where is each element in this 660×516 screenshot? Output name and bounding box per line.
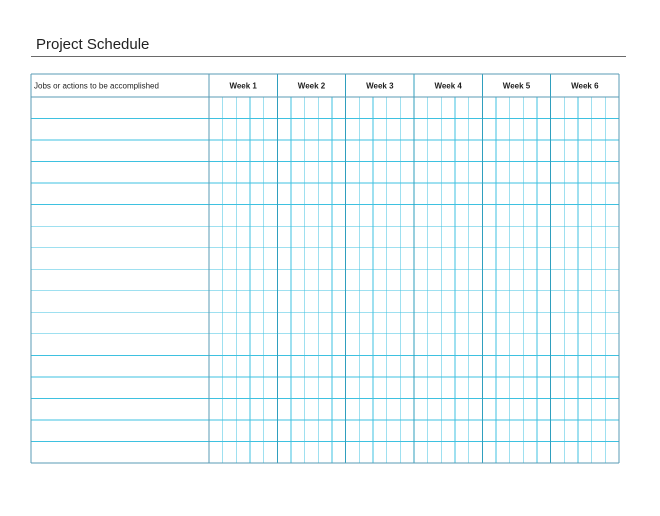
table-row[interactable] (31, 205, 619, 227)
table-row[interactable] (31, 140, 619, 162)
week-header-1: Week 1 (229, 81, 257, 91)
table-row[interactable] (31, 312, 619, 334)
page-title: Project Schedule (36, 36, 150, 53)
table-row[interactable] (31, 269, 619, 291)
table-row[interactable] (31, 183, 619, 205)
week-header-3: Week 3 (366, 81, 394, 91)
table-row[interactable] (31, 291, 619, 313)
table-row[interactable] (31, 420, 619, 442)
table-row[interactable] (31, 355, 619, 377)
week-header-5: Week 5 (502, 81, 531, 91)
table-row[interactable] (31, 226, 619, 248)
week-header-2: Week 2 (297, 81, 326, 91)
table-row[interactable] (31, 334, 619, 356)
table-row[interactable] (31, 97, 619, 119)
table-row[interactable] (31, 398, 619, 420)
table-row[interactable] (31, 248, 619, 270)
table-row[interactable] (31, 162, 619, 184)
table-row[interactable] (31, 377, 619, 399)
week-header-4: Week 4 (434, 81, 462, 91)
week-header-6: Week 6 (571, 81, 599, 91)
table-row[interactable] (31, 119, 619, 141)
table-row[interactable] (31, 441, 619, 463)
task-column-header: Jobs or actions to be accomplished (34, 81, 159, 91)
